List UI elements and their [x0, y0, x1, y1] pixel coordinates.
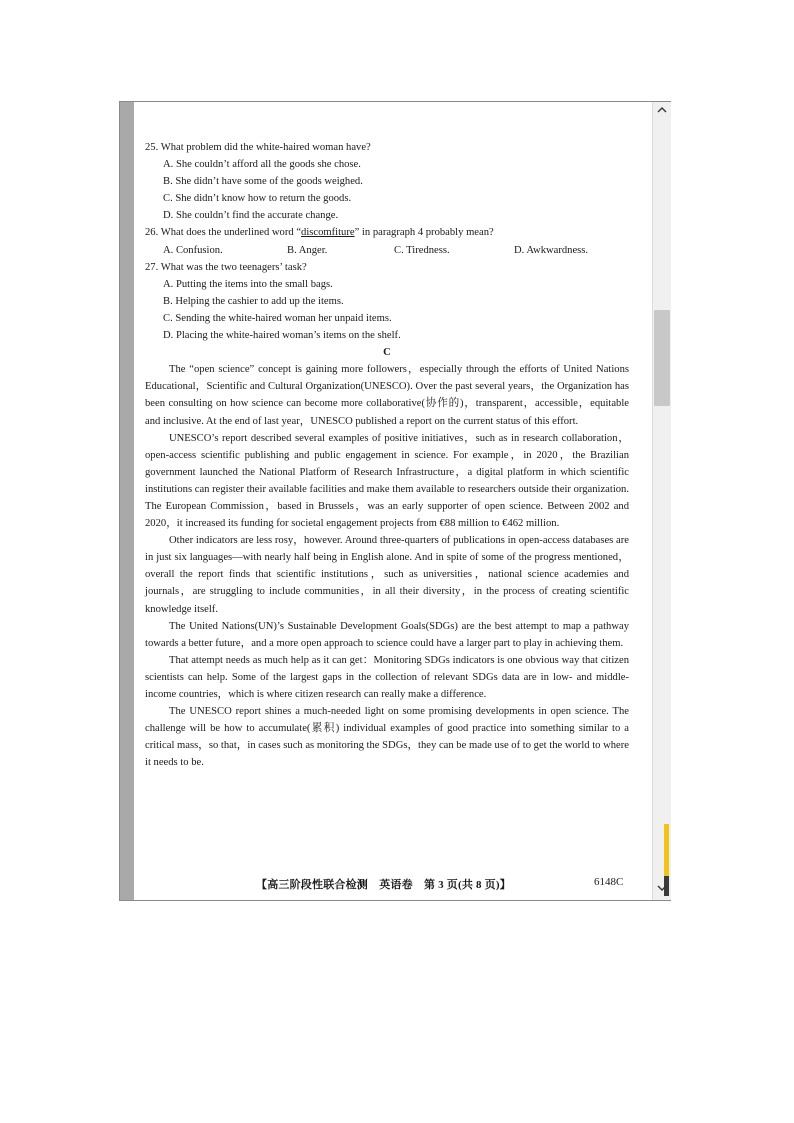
- option-c: C. Sending the white-haired woman her unpaid items.: [163, 312, 392, 324]
- footer-code: 6148C: [594, 876, 624, 888]
- stem-text: ” in paragraph 4 probably mean?: [354, 227, 494, 239]
- stem-text: 26. What does the underlined word “: [145, 227, 302, 239]
- question-26: [145, 224, 629, 258]
- scroll-up-button[interactable]: [653, 104, 671, 120]
- options-row: [163, 242, 629, 259]
- underlined-word: discomfiture: [301, 227, 355, 239]
- scroll-down-button[interactable]: [653, 882, 671, 898]
- passage-paragraph: Other indicators are less rosy，however. Around three-quarters of publications in open-access databases are in just six languages—with nearly half being in English alone. And in spite of some of the progress mentioned，overall the report finds that scientific institutions，such as universities，national science academies and journals，are struggling to include communities，in all their diversity，in the process of creating scientific knowledge itself.: [145, 535, 629, 615]
- option-d: D. Awkwardness.: [514, 244, 589, 256]
- document-page: [134, 102, 652, 900]
- option-d: D. Placing the white-haired woman’s items on the shelf.: [163, 330, 401, 342]
- passage-paragraph: UNESCO’s report described several examples of positive initiatives，such as in research collaboration，open-access scientific publishing and public engagement in science. For example，in 2020，the Brazilian government launched the National Platform of Research Infrastructure，a digital platform in which scientific institutions can register their available facilities and make them available to researchers outside their organization. The European Commission，based in Brussels，was an early supporter of open science. Between 2002 and 2020，it increased its funding for societal engagement projects from €88 million to €462 million.: [145, 432, 629, 530]
- passage: [145, 361, 629, 771]
- question-stem: 27. What was the two teenagers’ task?: [145, 261, 307, 273]
- option-a: A. Putting the items into the small bags.: [163, 278, 333, 290]
- passage-paragraph: That attempt needs as much help as it can get：Monitoring SDGs indicators is one obvious way that citizen scientists can help. Some of the largest gaps in the collection of relevant SDGs data are in low- and middle-income countries，which is where citizen research can really make a difference.: [145, 654, 629, 700]
- option-b: B. Helping the cashier to add up the items.: [163, 295, 344, 307]
- passage-paragraph: The “open science” concept is gaining more followers，especially through the efforts of United Nations Educational，Scientific and Cultural Organization(UNESCO). Over the past several years，the Organization has been consulting on how science can become more collaborative(协作的)，transparent，accessible，equitable and inclusive. At the end of last year，UNESCO published a report on the current status of this effort.: [145, 364, 629, 427]
- page-content: [145, 139, 629, 771]
- page-footer: [134, 873, 652, 893]
- option-c: C. She didn’t know how to return the goods.: [163, 193, 352, 205]
- passage-paragraph: The UNESCO report shines a much-needed light on some promising developments in open science. The challenge will be how to accumulate(累积) individual examples of good practice into something similar to a critical mass，so that，in cases such as monitoring the SDGs，they can be made use of to get the world to where it needs to be.: [145, 706, 629, 769]
- footer-title: 【高三阶段性联合检测 英语卷 第 3 页(共 8 页)】: [256, 879, 511, 891]
- option-b: B. Anger.: [287, 244, 328, 256]
- scroll-thumb[interactable]: [654, 310, 670, 406]
- option-c: C. Tiredness.: [394, 244, 450, 256]
- chevron-up-icon: [657, 106, 667, 114]
- question-stem: 25. What problem did the white-haired woman have?: [145, 142, 371, 153]
- scroll-position-marker: [664, 824, 669, 876]
- option-a: A. She couldn’t afford all the goods she chose.: [163, 159, 361, 171]
- section-heading: C: [383, 347, 391, 359]
- question-27: [145, 259, 629, 344]
- option-a: A. Confusion.: [163, 244, 223, 256]
- option-b: B. She didn’t have some of the goods weighed.: [163, 176, 363, 188]
- chevron-down-icon: [657, 884, 667, 892]
- question-stem: [145, 224, 629, 241]
- question-25: [145, 139, 629, 224]
- vertical-scrollbar[interactable]: [652, 102, 671, 900]
- passage-paragraph: The United Nations(UN)’s Sustainable Development Goals(SDGs) are the best attempt to map a pathway towards a better future，and a more open approach to science could have a larger part to play in achieving them.: [145, 620, 629, 649]
- option-d: D. She couldn’t find the accurate change.: [163, 210, 339, 222]
